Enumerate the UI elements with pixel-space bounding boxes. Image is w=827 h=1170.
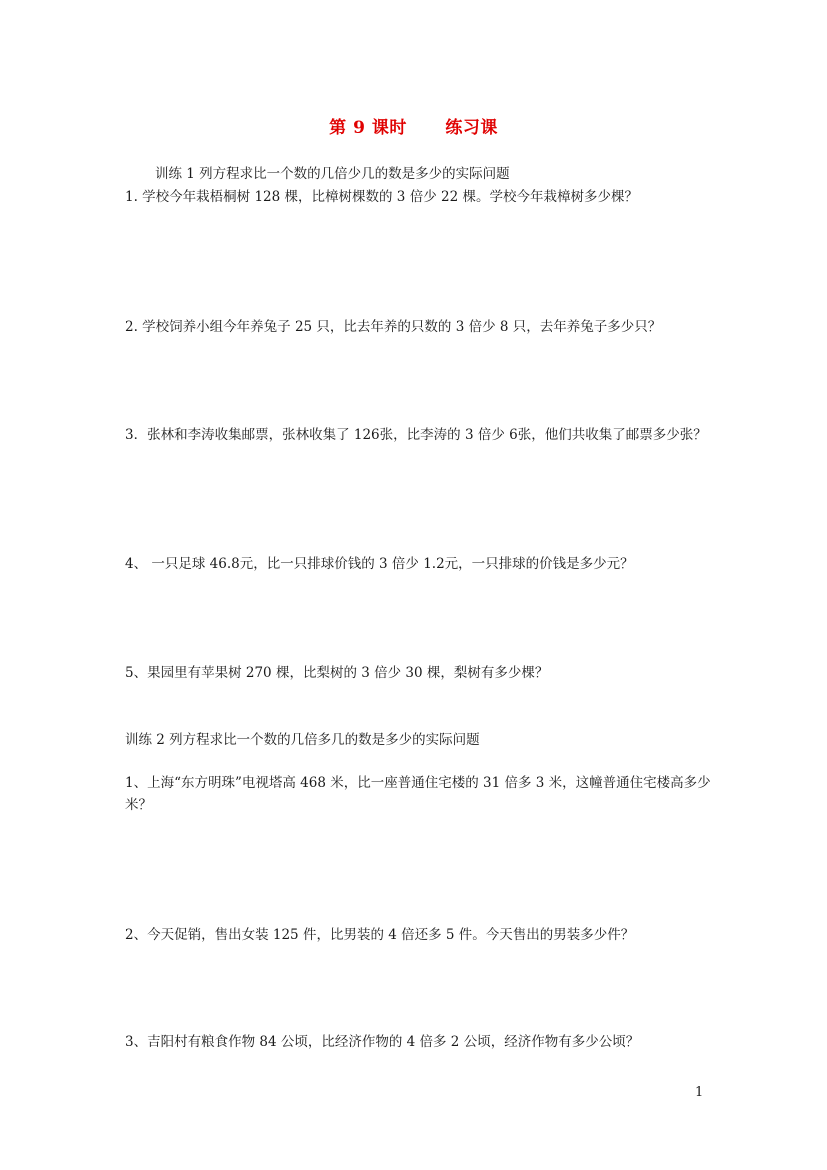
section-1-problem-3: 3．张林和李涛收集邮票，张林收集了 126张，比李涛的 3 倍少 6张，他们共收集了邮票多少张？ (125, 427, 707, 443)
section-2-problem-1: 1、上海“东方明珠”电视塔高 468 米，比一座普通住宅楼的 31 倍多 3 米，这幢普通住宅楼高多少米？ (125, 775, 711, 813)
page-title: 第 9 课时 练习课 (329, 118, 498, 138)
section-2-problem-2: 2、今天促销，售出女装 125 件，比男装的 4 倍还多 5 件。今天售出的男装多少件？ (125, 927, 635, 943)
page-number: 1 (695, 1085, 704, 1100)
section-1-problem-1: 1. 学校今年栽梧桐树 128 棵，比樟树棵数的 3 倍少 22 棵。学校今年栽樟树多少棵？ (125, 189, 638, 205)
section-1-problem-4: 4、 一只足球 46.8元，比一只排球价钱的 3 倍少 1.2元，一只排球的价钱是多少元？ (125, 556, 634, 572)
section-1-problem-5: 5、果园里有苹果树 270 棵，比梨树的 3 倍少 30 棵，梨树有多少棵？ (125, 665, 549, 681)
section-1-heading: 训练 1 列方程求比一个数的几倍少几的数是多少的实际问题 (155, 166, 510, 182)
section-1-problem-2: 2. 学校饲养小组今年养兔子 25 只，比去年养的只数的 3 倍少 8 只，去年养兔子多少只？ (125, 319, 662, 335)
section-2-heading: 训练 2 列方程求比一个数的几倍多几的数是多少的实际问题 (125, 732, 480, 748)
section-2-problem-3: 3、吉阳村有粮食作物 84 公顷，比经济作物的 4 倍多 2 公顷，经济作物有多少公顷？ (125, 1034, 640, 1050)
